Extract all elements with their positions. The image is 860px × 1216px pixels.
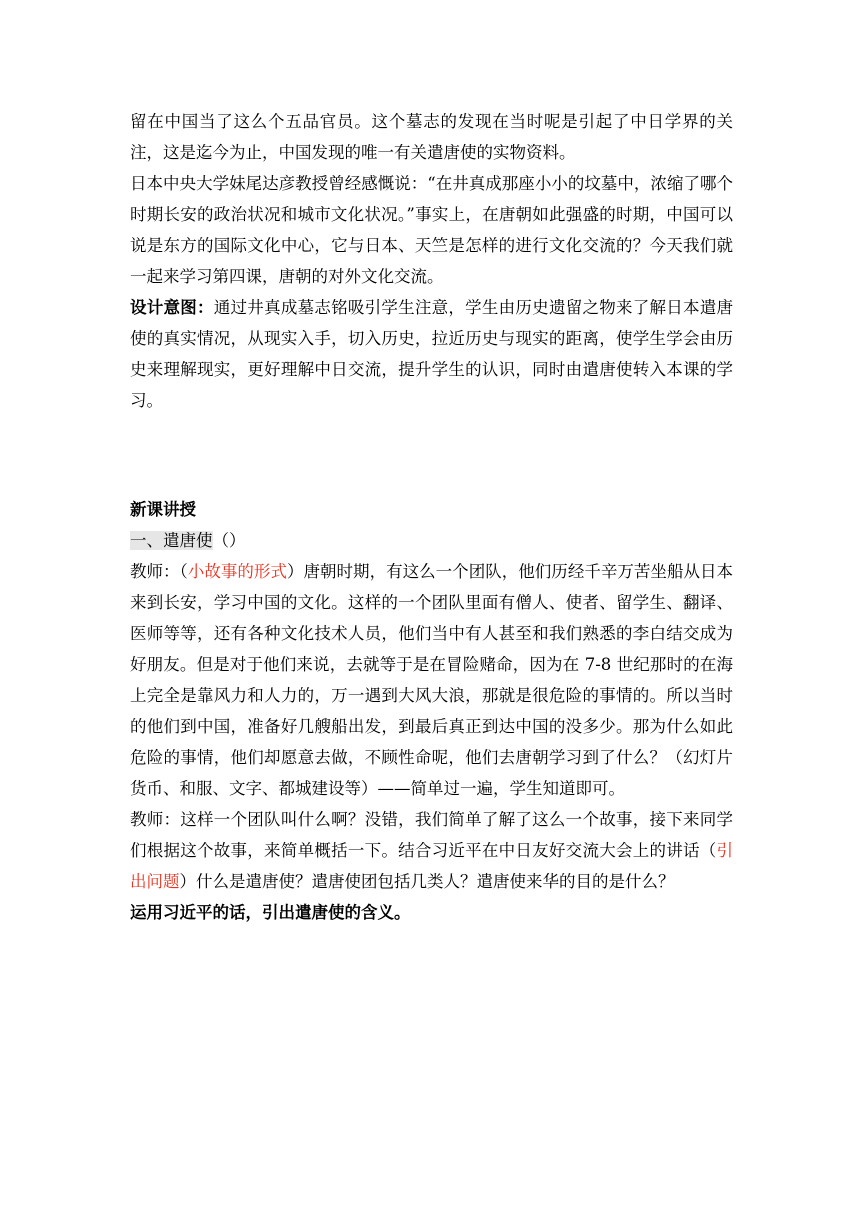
paragraph-teacher-question <box>130 804 733 897</box>
paragraph-teacher-story <box>130 556 733 804</box>
subheading-kentoshi-parens: （） <box>212 531 246 550</box>
paragraph-professor-quote <box>130 168 733 292</box>
section-heading: 新课讲授 <box>130 500 196 519</box>
design-intent-text: 通过井真成墓志铭吸引学生注意，学生由历史遗留之物来了解日本遣唐使的真实情况，从现实入手，切入历史，拉近历史与现实的距离，使学生学会由历史来理解现实，更好理解中日交流，提升学生的认识，同时由遣唐使转入本课的学习。 <box>130 298 734 410</box>
subheading-kentoshi <box>130 525 733 556</box>
teacher-story-text: ）唐朝时期，有这么一个团队，他们历经千辛万苦坐船从日本来到长安，学习中国的文化。这样的一个团队里面有僧人、使者、留学生、翻译、医师等等，还有各种文化技术人员，他们当中有人甚至和我们熟悉的李白结交成为好朋友。但是对于他们来说，去就等于是在冒险赌命，因为在 7-8 世纪那时的在海上完全是靠风力和人力的，万一遇到大风大浪，那就是很危险的事情的。所以当时的他们到中国，准备好几艘船出发，到最后真正到达中国的没多少。那为什么如此危险的事情，他们却愿意去做，不顾性命呢，他们去唐朝学习到了什么？（幻灯片货币、和服、文字、都城建设等）——简单过一遍，学生知道即可。 <box>130 562 734 798</box>
document-page <box>130 106 733 928</box>
paragraph-tomb-discovery-text: 留在中国当了这么个五品官员。这个墓志的发现在当时呢是引起了中日学界的关注，这是迄今为止，中国发现的唯一有关遣唐使的实物资料。 <box>130 112 733 162</box>
blank-gap <box>130 416 733 494</box>
design-intent-label: 设计意图： <box>130 298 214 317</box>
paragraph-professor-quote-text: 日本中央大学妹尾达彦教授曾经感慨说：“在井真成那座小小的坟墓中，浓缩了哪个时期长安的政治状况和城市文化状况。”事实上，在唐朝如此强盛的时期，中国可以说是东方的国际文化中心，它与日本、天竺是怎样的进行文化交流的？今天我们就一起来学习第四课，唐朝的对外文化交流。 <box>130 174 733 286</box>
subheading-kentoshi-title: 一、遣唐使 <box>130 531 213 550</box>
teacher-question-prefix: 教师：这样一个团队叫什么啊？没错，我们简单了解了这么一个故事，接下来同学们根据这个故事，来简单概括一下。结合习近平在中日友好交流大会上的讲话（ <box>130 810 733 860</box>
teacher-story-prefix: 教师：（ <box>130 562 188 581</box>
paragraph-tomb-discovery <box>130 106 733 168</box>
teacher-question-note: 引出问题 <box>130 841 733 891</box>
teacher-question-text: ）什么是遣唐使？遣唐使团包括几类人？遣唐使来华的目的是什么？ <box>179 872 675 891</box>
teacher-story-note: 小故事的形式 <box>187 562 287 581</box>
paragraph-summary-bold: 运用习近平的话，引出遣唐使的含义。 <box>130 903 411 922</box>
paragraph-design-intent <box>130 292 733 416</box>
